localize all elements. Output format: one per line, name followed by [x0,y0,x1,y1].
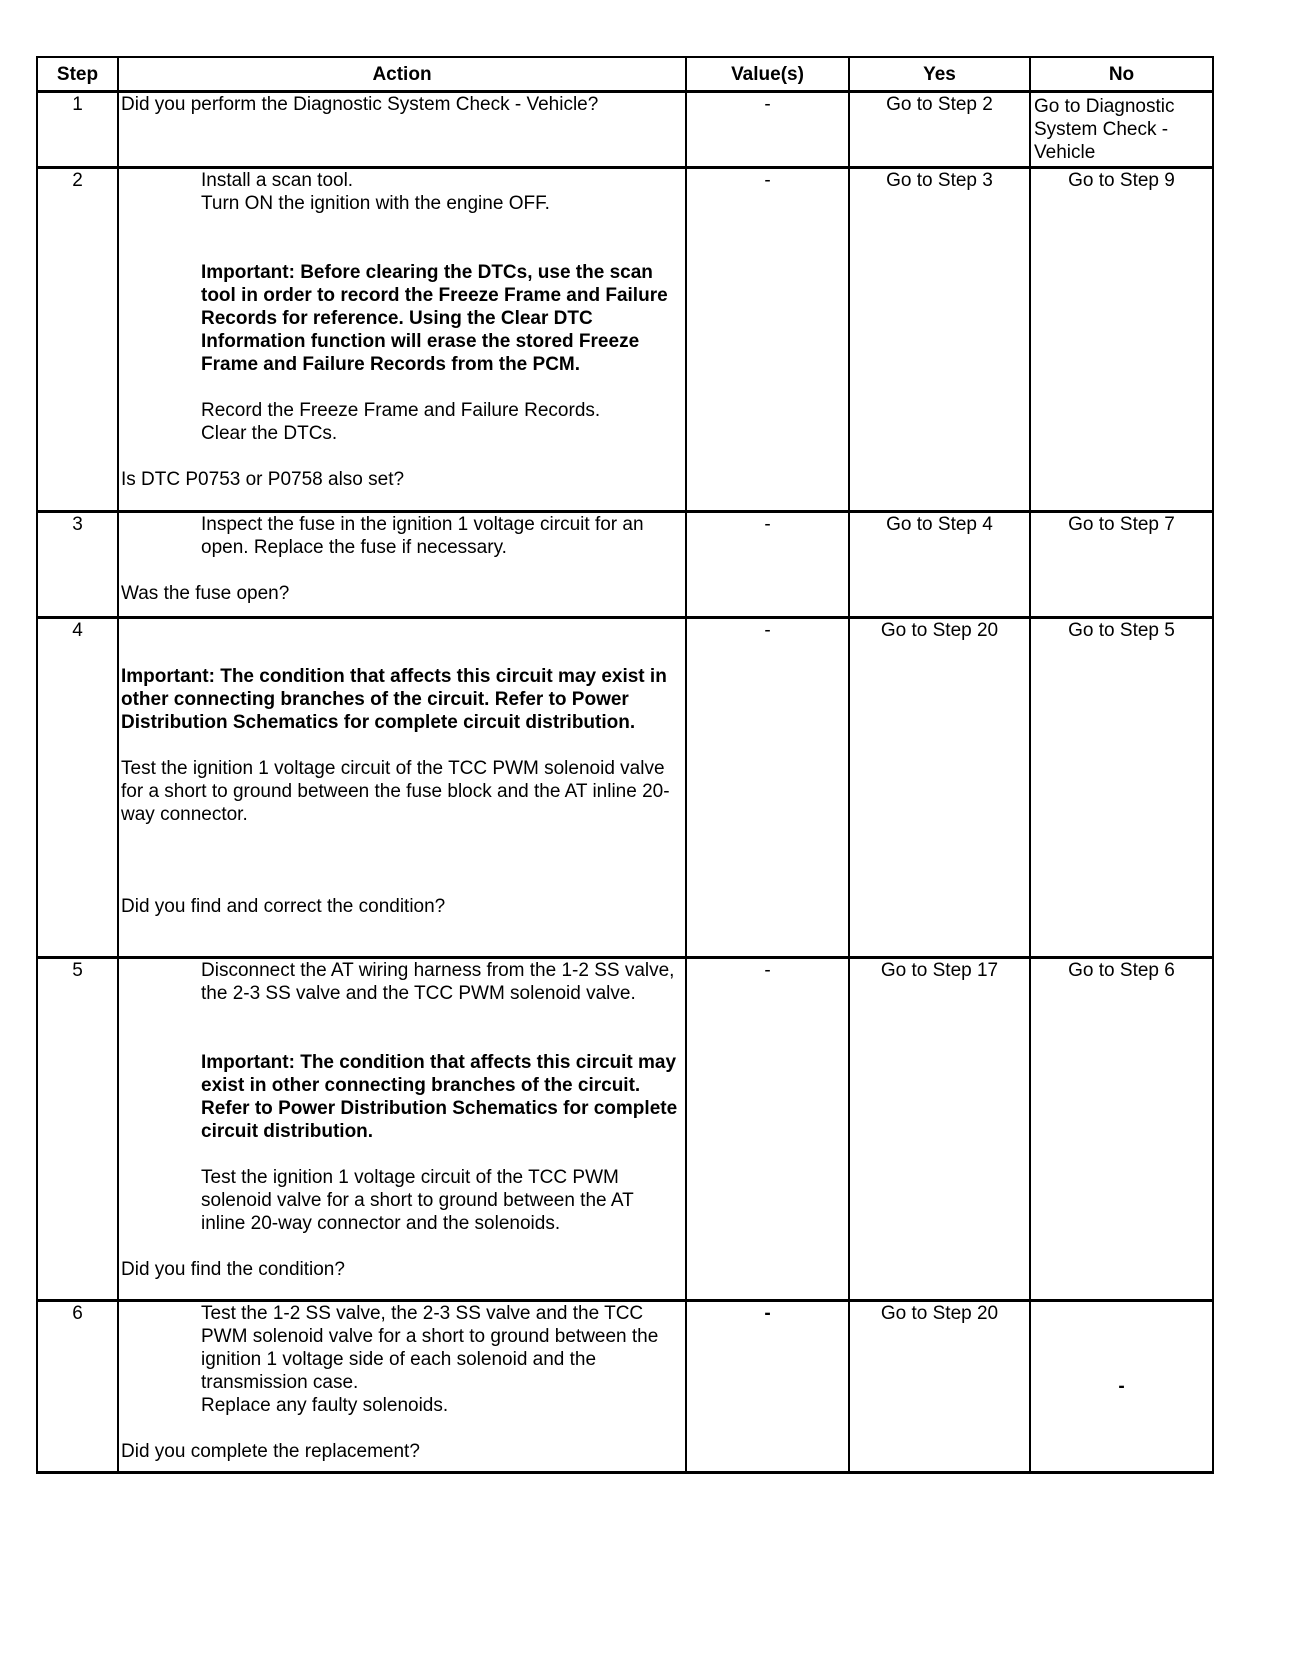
yes-cell: Go to Step 20 [849,618,1030,958]
table-row-step-4 [37,618,1213,958]
no-cell: Go to Step 5 [1030,618,1213,958]
table-row-step-5 [37,958,1213,1301]
header-yes: Yes [849,57,1030,92]
no-cell: Go to Diagnostic System Check - Vehicle [1030,92,1213,168]
no-cell: Go to Step 9 [1030,168,1213,512]
action-text: Test the ignition 1 voltage circuit of the TCC PWM solenoid valve for a short to ground between the AT inline 20-way connector and the solenoids. [201,1167,634,1234]
value-cell: - [686,1301,849,1473]
yes-cell: Go to Step 20 [849,1301,1030,1473]
action-cell [118,1301,686,1473]
value-cell: - [686,958,849,1301]
action-cell [118,958,686,1301]
table-row-step-1 [37,92,1213,168]
step-number: 1 [37,92,118,168]
action-cell [118,168,686,512]
step-question: Did you perform the Diagnostic System Check - Vehicle? [121,94,599,115]
step-number: 5 [37,958,118,1301]
action-cell [118,618,686,958]
yes-cell: Go to Step 4 [849,512,1030,618]
step-number: 4 [37,618,118,958]
header-no: No [1030,57,1213,92]
value-cell: - [686,512,849,618]
header-row [37,57,1213,92]
important-note: Important: The condition that affects this circuit may exist in other connecting branches of the circuit. Refer to Power Distribution Schematics for complete circuit distribution. [121,666,667,733]
action-cell [118,92,686,168]
value-cell: - [686,168,849,512]
action-text: Inspect the fuse in the ignition 1 voltage circuit for an open. Replace the fuse if necessary. [201,514,644,558]
step-number: 2 [37,168,118,512]
action-line: Clear the DTCs. [201,423,338,444]
step-question: Did you find the condition? [121,1259,345,1280]
action-text: Disconnect the AT wiring harness from the 1-2 SS valve, the 2-3 SS valve and the TCC PWM solenoid valve. [201,960,675,1004]
table-row-step-2 [37,168,1213,512]
value-cell: - [686,618,849,958]
action-line: Record the Freeze Frame and Failure Records. [201,400,601,421]
yes-cell: Go to Step 2 [849,92,1030,168]
no-cell: Go to Step 7 [1030,512,1213,618]
yes-cell: Go to Step 17 [849,958,1030,1301]
table-row-step-3 [37,512,1213,618]
header-step: Step [37,57,118,92]
important-note: Important: Before clearing the DTCs, use the scan tool in order to record the Freeze Frame and Failure Records for reference. Using the Clear DTC Information function will erase the stored Freeze Frame and Failure Records from the PCM. [201,262,668,375]
no-cell: - [1030,1301,1213,1473]
header-action: Action [118,57,686,92]
action-text: Test the ignition 1 voltage circuit of the TCC PWM solenoid valve for a short to ground between the fuse block and the AT inline 20-way connector. [121,758,670,825]
yes-cell: Go to Step 3 [849,168,1030,512]
step-question: Was the fuse open? [121,583,290,604]
step-question: Did you complete the replacement? [121,1441,420,1462]
step-question: Did you find and correct the condition? [121,896,446,917]
table-row-step-6 [37,1301,1213,1473]
action-line: Turn ON the ignition with the engine OFF. [201,193,550,214]
action-text: Test the 1-2 SS valve, the 2-3 SS valve and the TCC PWM solenoid valve for a short to ground between the ignition 1 voltage side of each solenoid and the transmission case. [201,1303,659,1393]
action-text: Replace any faulty solenoids. [201,1395,449,1416]
no-cell: Go to Step 6 [1030,958,1213,1301]
value-cell: - [686,92,849,168]
step-number: 6 [37,1301,118,1473]
step-number: 3 [37,512,118,618]
step-question: Is DTC P0753 or P0758 also set? [121,469,405,490]
important-note: Important: The condition that affects this circuit may exist in other connecting branches of the circuit. Refer to Power Distribution Schematics for complete circuit distribution. [201,1052,678,1142]
action-cell [118,512,686,618]
diagnostic-table [36,56,1214,1474]
action-line: Install a scan tool. [201,170,354,191]
header-values: Value(s) [686,57,849,92]
